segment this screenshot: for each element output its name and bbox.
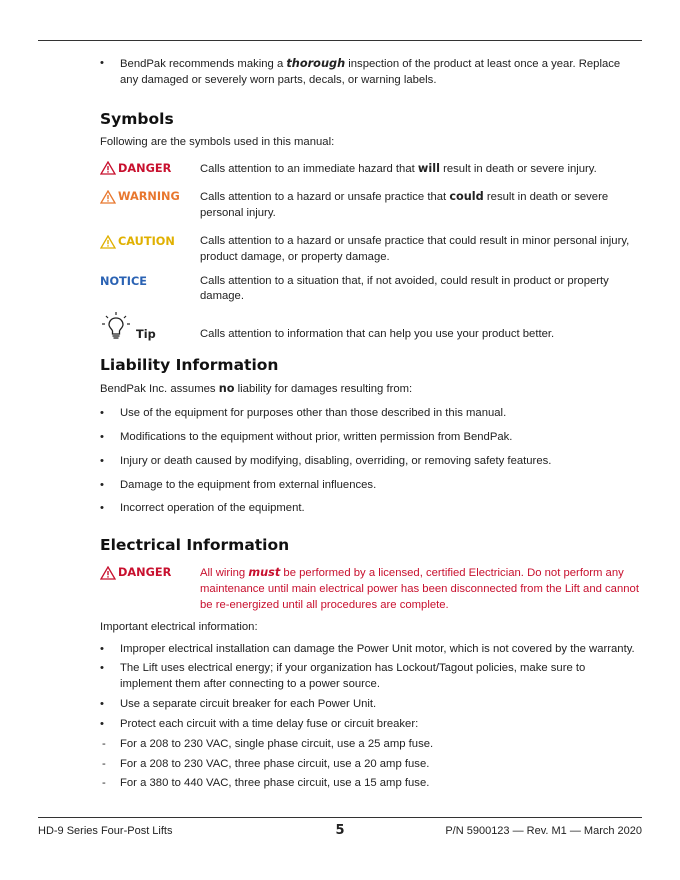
footer-title: HD-9 Series Four-Post Lifts	[38, 825, 173, 837]
danger-desc-bold: will	[417, 161, 440, 175]
list-item: • Use of the equipment for purposes other than those described in this manual.	[100, 406, 640, 422]
caution-label-text: CAUTION	[118, 235, 175, 249]
notice-label	[100, 274, 200, 290]
symbols-heading: Symbols	[100, 109, 174, 128]
liability-intro-before: BendPak Inc. assumes	[100, 383, 219, 396]
list-item: • Damage to the equipment from external influences.	[100, 478, 640, 494]
liability-heading: Liability Information	[100, 356, 279, 375]
electrical-danger-label-text: DANGER	[118, 566, 172, 580]
list-item: • Injury or death caused by modifying, disabling, overriding, or removing safety features.	[100, 454, 640, 470]
danger-label	[100, 161, 200, 177]
intro-bullet	[100, 56, 640, 89]
lightbulb-icon	[100, 311, 134, 341]
symbol-row-caution	[100, 234, 640, 266]
warning-triangle-icon	[100, 161, 116, 175]
list-item: • Protect each circuit with a time delay fuse or circuit breaker:	[100, 717, 640, 733]
footer-rule	[38, 817, 642, 818]
warning-triangle-icon	[100, 190, 116, 204]
warning-description	[200, 189, 640, 222]
caution-label	[100, 234, 200, 250]
warning-desc-before: Calls attention to a hazard or unsafe practice that	[200, 191, 450, 204]
list-item: • Improper electrical installation can damage the Power Unit motor, which is not covered by the warranty.	[100, 642, 640, 658]
warning-desc-bold: could	[449, 190, 484, 204]
symbol-row-danger	[100, 161, 640, 178]
page-content	[100, 56, 640, 796]
warning-label	[100, 189, 200, 205]
liability-intro-after: liability for damages resulting from:	[234, 383, 413, 396]
electrical-danger-label	[100, 565, 200, 581]
sub-list-item: - For a 380 to 440 VAC, three phase circuit, use a 15 amp fuse.	[100, 776, 640, 792]
electrical-danger-after: be performed by a licensed, certified Electrician. Do not perform any maintenance until main electrical power has been disconnected from the Lift and cannot be re-energized until all procedures are complete.	[200, 567, 639, 612]
symbol-row-tip	[100, 313, 640, 345]
danger-desc-before: Calls attention to an immediate hazard that	[200, 162, 418, 175]
warning-triangle-icon	[100, 235, 116, 249]
notice-description: Calls attention to a situation that, if not avoided, could result in product or property damage.	[200, 274, 609, 303]
notice-label-text: NOTICE	[100, 274, 147, 288]
list-item: • Use a separate circuit breaker for each Power Unit.	[100, 697, 640, 713]
symbols-intro: Following are the symbols used in this manual:	[100, 135, 335, 148]
electrical-danger-emphasis: must	[248, 566, 281, 580]
tip-description: Calls attention to information that can help you use your product better.	[200, 328, 555, 341]
list-item: • Modifications to the equipment without prior, written permission from BendPak.	[100, 430, 640, 446]
electrical-danger-text	[200, 565, 640, 613]
intro-emphasis: thorough	[286, 57, 346, 70]
danger-label-text: DANGER	[118, 161, 172, 175]
liability-intro-bold: no	[218, 382, 235, 396]
symbol-row-warning	[100, 189, 640, 222]
tip-label-text: Tip	[136, 328, 156, 342]
tip-label	[100, 313, 200, 345]
intro-text-after: inspection of the product at least once a year. Replace any damaged or severely worn parts, decals, or warning labels.	[120, 58, 621, 86]
sub-list-item: - For a 208 to 230 VAC, three phase circuit, use a 20 amp fuse.	[100, 757, 640, 773]
warning-triangle-icon	[100, 566, 116, 580]
footer-part-number: P/N 5900123 — Rev. M1 — March 2020	[445, 825, 642, 837]
danger-desc-after: result in death or severe injury.	[439, 162, 597, 175]
danger-description	[200, 161, 640, 178]
list-item: • Incorrect operation of the equipment.	[100, 501, 640, 517]
electrical-intro: Important electrical information:	[100, 620, 258, 633]
page-number: 5	[335, 823, 345, 838]
electrical-danger-row	[100, 565, 640, 613]
header-rule	[38, 40, 642, 41]
symbol-row-notice	[100, 274, 640, 306]
warning-desc-after: result in death or severe personal injury.	[200, 191, 609, 220]
electrical-danger-before: All wiring	[200, 567, 249, 580]
warning-label-text: WARNING	[118, 190, 180, 204]
caution-description: Calls attention to a hazard or unsafe practice that could result in minor personal injury, product damage, or property damage.	[200, 235, 630, 263]
sub-list-item: - For a 208 to 230 VAC, single phase circuit, use a 25 amp fuse.	[100, 737, 640, 753]
list-item: • The Lift uses electrical energy; if your organization has Lockout/Tagout policies, make sure to implement them after connecting to a power source.	[100, 661, 640, 693]
electrical-heading: Electrical Information	[100, 536, 290, 555]
liability-intro	[100, 381, 640, 398]
intro-text-before: BendPak recommends making a	[120, 58, 287, 70]
footer	[38, 824, 642, 842]
